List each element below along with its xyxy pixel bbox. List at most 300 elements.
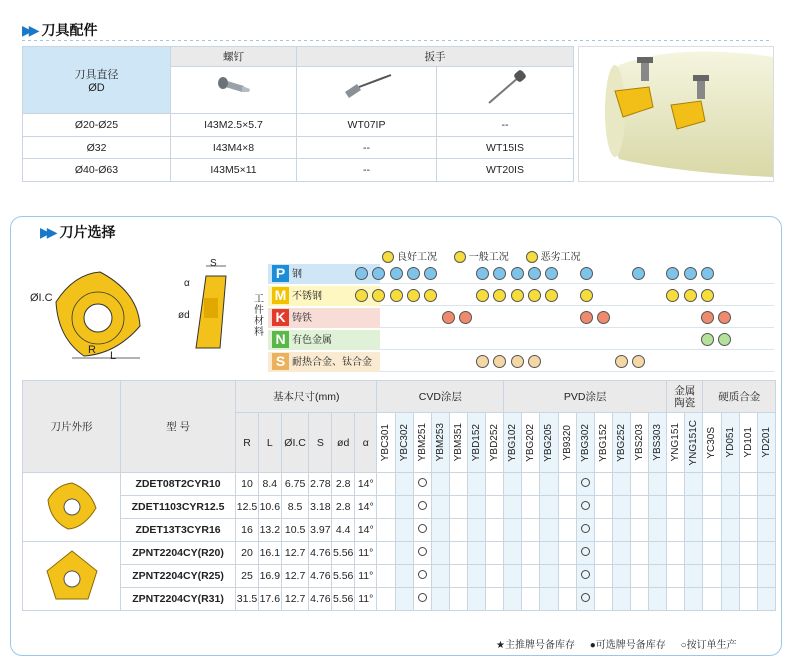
grade-col-header	[757, 413, 775, 473]
grade-cell	[558, 496, 576, 519]
table-cell: I43M4×8	[171, 136, 297, 159]
dim-col-header: ød	[332, 413, 355, 473]
grade-cell	[486, 473, 504, 496]
wrench-header: 扳手	[297, 47, 574, 67]
grade-cell	[667, 565, 685, 588]
grade-cell	[413, 496, 431, 519]
grade-cell	[612, 473, 630, 496]
model-cell: ZDET13T3CYR16	[121, 519, 236, 542]
smile-icon	[382, 251, 394, 263]
ic-label: ØI.C	[30, 292, 53, 304]
stock-legend	[496, 636, 737, 651]
workpiece-label: 工件材料	[254, 294, 264, 338]
grade-col-header	[703, 413, 721, 473]
dim-cell: 17.6	[258, 588, 281, 611]
neutral-face-icon	[454, 251, 466, 263]
dim-cell: 12.5	[236, 496, 259, 519]
grade-cell	[486, 588, 504, 611]
dim-cell: 6.75	[281, 473, 309, 496]
grade-cell	[467, 542, 485, 565]
condition-face-icon	[632, 267, 645, 280]
grade-cell	[449, 519, 467, 542]
grade-cell	[504, 473, 522, 496]
grade-cell	[576, 473, 594, 496]
dim-col-header: ØI.C	[281, 413, 309, 473]
zpnt-insert-image	[23, 542, 121, 611]
grade-cell	[413, 565, 431, 588]
material-row-k	[268, 308, 774, 328]
legend-star: ★主推牌号备库存	[496, 640, 575, 651]
grade-cell	[667, 542, 685, 565]
condition-face-icon	[684, 289, 697, 302]
chevron-right-icon: ▶▶	[22, 21, 36, 38]
dims-header: 基本尺寸(mm)	[236, 381, 377, 413]
grade-col-header	[449, 413, 467, 473]
condition-face-icon	[355, 289, 368, 302]
grade-cell	[757, 496, 775, 519]
grade-col-header	[431, 413, 449, 473]
dim-cell: 8.4	[258, 473, 281, 496]
dim-cell: 10.6	[258, 496, 281, 519]
grade-cell	[685, 565, 703, 588]
grade-cell	[649, 565, 667, 588]
dim-cell: 10.5	[281, 519, 309, 542]
grade-cell	[467, 565, 485, 588]
grade-cell	[576, 519, 594, 542]
table-cell: WT07IP	[297, 114, 437, 137]
grade-label: YBG152	[597, 423, 609, 462]
grade-cell	[467, 519, 485, 542]
grade-col-header	[540, 413, 558, 473]
material-badge: M	[272, 287, 289, 304]
grade-cell	[757, 519, 775, 542]
dim-cell: 11°	[355, 565, 377, 588]
grade-cell	[558, 588, 576, 611]
grade-cell	[667, 519, 685, 542]
grade-cell	[667, 473, 685, 496]
grade-cell	[449, 473, 467, 496]
grade-cell	[630, 496, 648, 519]
grade-label: YB9320	[561, 424, 573, 461]
table-cell: Ø20-Ø25	[23, 114, 171, 137]
dim-cell: 4.76	[309, 542, 332, 565]
table-row	[23, 496, 776, 519]
grade-cell	[486, 496, 504, 519]
grade-col-header	[558, 413, 576, 473]
dim-cell: 4.76	[309, 565, 332, 588]
grade-col-header	[522, 413, 540, 473]
grade-cell	[721, 542, 739, 565]
condition-face-icon	[632, 355, 645, 368]
made-to-order-icon	[418, 570, 427, 579]
grade-cell	[757, 565, 775, 588]
grade-label: YBC302	[398, 423, 410, 462]
condition-face-icon	[390, 289, 403, 302]
grade-cell	[504, 588, 522, 611]
grade-cell	[522, 542, 540, 565]
grade-cell	[703, 519, 721, 542]
condition-face-icon	[407, 289, 420, 302]
dim-cell: 3.18	[309, 496, 332, 519]
grade-cell	[467, 496, 485, 519]
grade-cell	[449, 565, 467, 588]
condition-face-icon	[580, 267, 593, 280]
grade-cell	[540, 542, 558, 565]
grade-cell	[558, 565, 576, 588]
grade-cell	[703, 473, 721, 496]
condition-face-icon	[390, 267, 403, 280]
grade-col-header	[630, 413, 648, 473]
condition-face-icon	[511, 355, 524, 368]
dim-cell: 3.97	[309, 519, 332, 542]
grade-cell	[377, 519, 395, 542]
grade-cell	[449, 588, 467, 611]
grade-cell	[757, 588, 775, 611]
grade-cell	[504, 496, 522, 519]
condition-face-icon	[511, 267, 524, 280]
grade-cell	[522, 588, 540, 611]
dim-cell: 20	[236, 542, 259, 565]
grade-cell	[721, 496, 739, 519]
grade-label: YBG102	[507, 423, 519, 462]
made-to-order-icon	[418, 478, 427, 487]
grade-cell	[757, 542, 775, 565]
legend-bad: 恶劣工况	[540, 252, 581, 263]
material-badge: N	[272, 331, 289, 348]
grade-label: YBM351	[452, 423, 464, 462]
table-cell: Ø32	[23, 136, 171, 159]
insert-product-table	[22, 380, 776, 611]
grade-cell	[431, 473, 449, 496]
condition-face-icon	[528, 355, 541, 368]
grade-cell	[486, 542, 504, 565]
grade-cell	[576, 542, 594, 565]
model-cell: ZPNT2204CY(R31)	[121, 588, 236, 611]
grade-col-header	[594, 413, 612, 473]
dim-cell: 13.2	[258, 519, 281, 542]
grade-cell	[594, 473, 612, 496]
material-badge: S	[272, 353, 289, 370]
condition-face-icon	[476, 267, 489, 280]
grade-cell	[739, 542, 757, 565]
grade-cell	[467, 588, 485, 611]
dim-cell: 31.5	[236, 588, 259, 611]
frown-icon	[526, 251, 538, 263]
table-cell: --	[297, 159, 437, 182]
grade-cell	[467, 473, 485, 496]
grade-label: YD101	[742, 427, 754, 458]
grade-cell	[649, 588, 667, 611]
dim-cell: 8.5	[281, 496, 309, 519]
grade-cell	[667, 588, 685, 611]
dim-cell: 5.56	[332, 565, 355, 588]
condition-face-icon	[580, 311, 593, 324]
chevron-right-icon: ▶▶	[40, 223, 54, 240]
grade-cell	[540, 588, 558, 611]
grade-cell	[522, 519, 540, 542]
grade-cell	[685, 519, 703, 542]
cvd-header: CVD涂层	[377, 381, 504, 413]
model-cell: ZPNT2204CY(R20)	[121, 542, 236, 565]
table-cell: I43M2.5×5.7	[171, 114, 297, 137]
wrench-t-image	[437, 67, 574, 114]
made-to-order-icon	[418, 593, 427, 602]
condition-face-icon	[701, 289, 714, 302]
table-cell: I43M5×11	[171, 159, 297, 182]
insert-heading	[34, 222, 122, 242]
grade-label: YBD252	[489, 423, 501, 462]
grade-cell	[540, 565, 558, 588]
condition-face-icon	[701, 311, 714, 324]
grade-cell	[703, 542, 721, 565]
grade-cell	[413, 588, 431, 611]
grade-cell	[522, 565, 540, 588]
grade-label: YD201	[760, 427, 772, 458]
grade-cell	[522, 473, 540, 496]
dim-cell: 16.1	[258, 542, 281, 565]
grade-cell	[685, 542, 703, 565]
grade-cell	[431, 496, 449, 519]
dim-cell: 2.78	[309, 473, 332, 496]
condition-legend	[382, 248, 581, 263]
condition-face-icon	[355, 267, 368, 280]
made-to-order-icon	[418, 547, 427, 556]
grade-label: YBG252	[615, 423, 627, 462]
condition-face-icon	[511, 289, 524, 302]
grade-cell	[594, 519, 612, 542]
grade-cell	[558, 519, 576, 542]
grade-label: YC30S	[706, 426, 718, 459]
made-to-order-icon	[581, 593, 590, 602]
grade-col-header	[667, 413, 685, 473]
grade-cell	[431, 588, 449, 611]
condition-face-icon	[701, 267, 714, 280]
grade-cell	[739, 496, 757, 519]
grade-cell	[612, 588, 630, 611]
grade-cell	[739, 565, 757, 588]
grade-cell	[522, 496, 540, 519]
table-row	[23, 542, 776, 565]
dim-cell: 16	[236, 519, 259, 542]
grade-cell	[630, 473, 648, 496]
tool-image	[578, 46, 774, 182]
grade-label: YBM253	[434, 423, 446, 462]
table-cell: WT15IS	[437, 136, 574, 159]
s-label: S	[210, 258, 217, 269]
table-cell: --	[437, 114, 574, 137]
grade-cell	[667, 496, 685, 519]
carbide-header: 硬质合金	[703, 381, 776, 413]
dim-cell: 10	[236, 473, 259, 496]
grade-cell	[576, 496, 594, 519]
material-name: 有色金属	[292, 335, 332, 346]
zdet-insert-image	[23, 473, 121, 542]
grade-cell	[576, 588, 594, 611]
grade-cell	[739, 473, 757, 496]
phi-d-label: ød	[178, 310, 190, 321]
grade-label: YBS303	[652, 424, 664, 461]
grade-cell	[540, 519, 558, 542]
grade-label: YBG302	[579, 423, 591, 462]
made-to-order-icon	[581, 547, 590, 556]
table-row	[23, 473, 776, 496]
grade-cell	[703, 496, 721, 519]
dim-cell: 16.9	[258, 565, 281, 588]
grade-label: YBM251	[416, 423, 428, 462]
made-to-order-icon	[581, 501, 590, 510]
grade-col-header	[413, 413, 431, 473]
condition-face-icon	[684, 267, 697, 280]
grade-cell	[649, 542, 667, 565]
grade-cell	[504, 542, 522, 565]
grade-cell	[377, 496, 395, 519]
grade-col-header	[467, 413, 485, 473]
dim-cell: 14°	[355, 519, 377, 542]
made-to-order-icon	[418, 524, 427, 533]
condition-face-icon	[476, 355, 489, 368]
grade-cell	[449, 542, 467, 565]
made-to-order-icon	[581, 570, 590, 579]
grade-cell	[721, 519, 739, 542]
grade-label: YBD152	[471, 423, 483, 462]
grade-cell	[612, 519, 630, 542]
material-row-n	[268, 330, 774, 350]
dim-col-header: R	[236, 413, 259, 473]
model-header: 型 号	[121, 381, 236, 473]
grade-cell	[649, 519, 667, 542]
dim-cell: 12.7	[281, 588, 309, 611]
grade-col-header	[612, 413, 630, 473]
grade-cell	[395, 542, 413, 565]
material-badge: K	[272, 309, 289, 326]
dim-cell: 14°	[355, 496, 377, 519]
condition-face-icon	[528, 267, 541, 280]
condition-face-icon	[476, 289, 489, 302]
table-row	[23, 519, 776, 542]
l-label: L	[110, 350, 117, 362]
condition-face-icon	[580, 289, 593, 302]
grade-cell	[540, 496, 558, 519]
grade-cell	[486, 519, 504, 542]
dim-cell: 2.8	[332, 473, 355, 496]
table-row	[23, 565, 776, 588]
grade-cell	[377, 542, 395, 565]
grade-cell	[431, 542, 449, 565]
grade-cell	[377, 473, 395, 496]
dim-cell: 2.8	[332, 496, 355, 519]
grade-label: YBG205	[543, 423, 555, 462]
grade-cell	[721, 588, 739, 611]
grade-col-header	[377, 413, 395, 473]
grade-label: YBC301	[380, 423, 392, 462]
grade-cell	[558, 542, 576, 565]
table-cell: WT20IS	[437, 159, 574, 182]
grade-cell	[721, 565, 739, 588]
grade-col-header	[649, 413, 667, 473]
grade-cell	[685, 496, 703, 519]
dim-cell: 25	[236, 565, 259, 588]
pvd-header: PVD涂层	[504, 381, 667, 413]
grade-cell	[395, 496, 413, 519]
grade-cell	[721, 473, 739, 496]
wrench-l-image	[297, 67, 437, 114]
dim-cell: 5.56	[332, 588, 355, 611]
grade-cell	[504, 565, 522, 588]
grade-cell	[594, 542, 612, 565]
grade-cell	[431, 519, 449, 542]
grade-cell	[703, 565, 721, 588]
grade-label: YNG151C	[688, 419, 700, 466]
dim-cell: 4.4	[332, 519, 355, 542]
grade-cell	[504, 519, 522, 542]
grade-cell	[703, 588, 721, 611]
material-badge: P	[272, 265, 289, 282]
grade-cell	[594, 496, 612, 519]
accessories-table	[22, 46, 574, 182]
legend-avg: 一般工况	[468, 252, 509, 263]
dim-col-header: α	[355, 413, 377, 473]
grade-cell	[685, 588, 703, 611]
grade-cell	[431, 565, 449, 588]
accessories-heading	[22, 20, 98, 40]
dim-cell: 12.7	[281, 565, 309, 588]
dim-cell: 4.76	[309, 588, 332, 611]
grade-cell	[377, 588, 395, 611]
shape-header: 刀片外形	[23, 381, 121, 473]
grade-col-header	[395, 413, 413, 473]
grade-cell	[486, 565, 504, 588]
material-name: 铸铁	[292, 313, 312, 324]
grade-col-header	[504, 413, 522, 473]
grade-cell	[377, 565, 395, 588]
table-cell: --	[297, 136, 437, 159]
diameter-header: 刀具直径 ØD	[23, 47, 171, 114]
grade-cell	[685, 473, 703, 496]
grade-cell	[540, 473, 558, 496]
alpha-label: α	[184, 278, 190, 289]
table-cell: Ø40-Ø63	[23, 159, 171, 182]
dim-cell: 14°	[355, 473, 377, 496]
grade-cell	[630, 565, 648, 588]
grade-label: YBS203	[634, 424, 646, 461]
grade-cell	[649, 496, 667, 519]
grade-cell	[558, 473, 576, 496]
grade-cell	[395, 565, 413, 588]
grade-cell	[612, 565, 630, 588]
legend-circle: ○按订单生产	[680, 640, 737, 651]
dim-cell: 11°	[355, 588, 377, 611]
material-name: 耐热合金、钛合金	[292, 357, 372, 368]
grade-cell	[739, 519, 757, 542]
dim-col-header: S	[309, 413, 332, 473]
grade-cell	[612, 496, 630, 519]
grade-col-header	[486, 413, 504, 473]
grade-col-header	[739, 413, 757, 473]
condition-face-icon	[442, 311, 455, 324]
grade-cell	[413, 473, 431, 496]
grade-cell	[594, 565, 612, 588]
grade-cell	[594, 588, 612, 611]
grade-cell	[739, 588, 757, 611]
grade-cell	[576, 565, 594, 588]
dim-cell: 5.56	[332, 542, 355, 565]
accessories-title: 刀具配件	[41, 22, 98, 38]
grade-cell	[630, 588, 648, 611]
made-to-order-icon	[581, 524, 590, 533]
grade-cell	[757, 473, 775, 496]
r-label: R	[88, 344, 96, 356]
grade-label: YNG151	[670, 423, 682, 462]
